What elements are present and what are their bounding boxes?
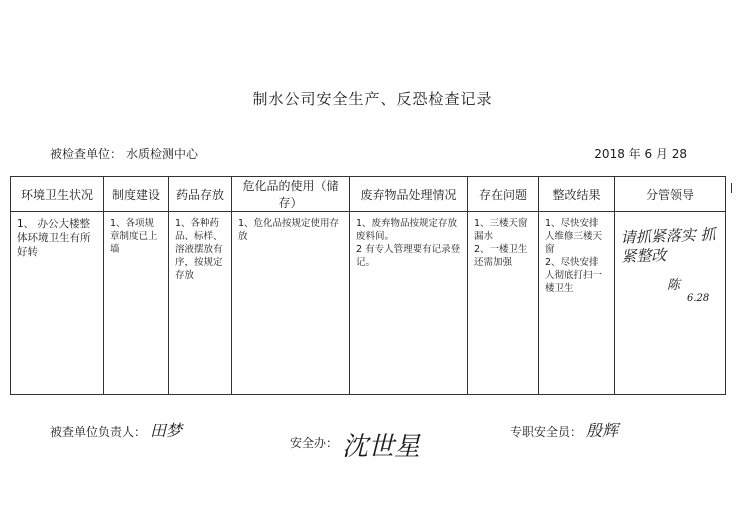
leader-comment: 请抓紧落实 抓紧整改 [620,225,716,266]
header-leader: 分管领导 [615,177,726,212]
header-waste-handling: 废弃物品处理情况 [350,177,468,212]
table-row [11,212,726,395]
leader-signature: 陈 [667,278,681,293]
inspected-unit-value: 水质检测中心 [126,147,199,161]
cell-problems: 1、三楼天窗漏水 2、一楼卫生还需加强 [468,212,539,395]
cell-environment: 1、 办公大楼整体环境卫生有所好转 [11,212,104,395]
scan-edge-mark [731,183,732,193]
header-regulations: 制度建设 [104,177,169,212]
table-header-row [11,177,726,212]
safety-office-label: 安全办： [290,436,339,450]
document-title: 制水公司安全生产、反恐检查记录 [252,90,493,108]
cell-regulations: 1、各项规章制度已上墙 [104,212,169,395]
inspection-date: 2018 年 6 月 28 [594,147,687,161]
responsible-label: 被查单位负责人： [50,425,147,439]
header-problems: 存在问题 [468,177,539,212]
safety-officer-signature: 殷辉 [586,421,619,440]
header-rectification: 整改结果 [539,177,615,212]
leader-date: 6.28 [687,293,710,304]
inspected-unit-label: 被检查单位： [50,147,123,161]
responsible-signature: 田梦 [150,421,183,440]
cell-rectification: 1、尽快安排人维修三楼天窗 2、尽快安排人彻底打扫一楼卫生 [539,212,615,395]
inspected-unit [50,145,198,162]
safety-office-signature: 沈世星 [342,432,421,462]
cell-chemical-storage: 1、各种药品、标样、溶液摆放有序，按规定存放 [169,212,232,395]
header-chemical-storage: 药品存放 [169,177,232,212]
safety-officer-signature-block [510,418,618,441]
header-hazardous-chemicals: 危化品的使用（储存） [232,177,350,212]
cell-leader [615,212,726,395]
cell-hazardous-chemicals: 1、危化品按规定使用存放 [232,212,350,395]
responsible-signature-block [50,418,182,441]
cell-waste-handling: 1、废弃物品按规定存放废料间。 2 有专人管理要有记录登记。 [350,212,468,395]
inspection-table [10,176,726,395]
safety-office-signature-block [290,418,421,462]
safety-officer-label: 专职安全员： [510,425,583,439]
header-environment: 环境卫生状况 [11,177,104,212]
